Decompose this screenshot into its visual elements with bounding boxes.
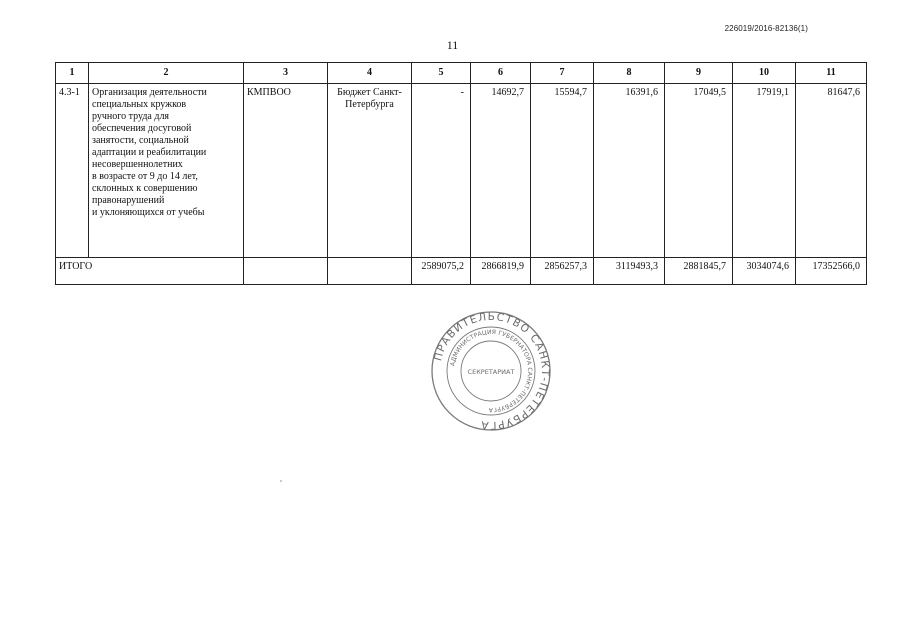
total-value: 2866819,9 <box>471 258 531 285</box>
row-value: 16391,6 <box>594 84 665 258</box>
row-code: 4.3-1 <box>56 84 89 258</box>
seal-outer-text: ПРАВИТЕЛЬСТВО САНКТ-ПЕТЕРБУРГА <box>432 310 552 432</box>
description-line: адаптации и реабилитации <box>92 147 207 158</box>
description-line: несовершеннолетних <box>92 159 183 170</box>
total-value: 2881845,7 <box>665 258 733 285</box>
total-value: 3119493,3 <box>594 258 665 285</box>
empty-cell <box>328 258 412 285</box>
total-value: 17352566,0 <box>796 258 867 285</box>
description-line: правонарушений <box>92 195 165 206</box>
column-header: 9 <box>665 63 733 84</box>
row-value: 81647,6 <box>796 84 867 258</box>
column-header: 6 <box>471 63 531 84</box>
row-value: 17919,1 <box>733 84 796 258</box>
total-value: 2856257,3 <box>531 258 594 285</box>
description-line: и уклоняющихся от учебы <box>92 207 205 218</box>
description-line: склонных к совершению <box>92 183 198 194</box>
column-header: 5 <box>412 63 471 84</box>
column-header: 3 <box>244 63 328 84</box>
description-line: обеспечения досуговой <box>92 123 192 134</box>
description-line: в возрасте от 9 до 14 лет, <box>92 171 198 182</box>
page-number: 11 <box>446 38 459 52</box>
description-line: Организация деятельности <box>92 87 207 98</box>
row-description <box>89 84 244 258</box>
scan-speck <box>280 480 282 482</box>
column-header: 11 <box>796 63 867 84</box>
description-line: занятости, социальной <box>92 135 189 146</box>
secretariat-seal-stamp <box>430 310 552 432</box>
row-value: 15594,7 <box>531 84 594 258</box>
budget-table <box>55 62 867 285</box>
empty-cell <box>244 258 328 285</box>
row-funding-source: Бюджет Санкт-Петербурга <box>328 84 412 258</box>
column-header: 2 <box>89 63 244 84</box>
row-value: - <box>412 84 471 258</box>
total-value: 3034074,6 <box>733 258 796 285</box>
total-value: 2589075,2 <box>412 258 471 285</box>
column-header: 7 <box>531 63 594 84</box>
total-label: ИТОГО <box>56 258 244 285</box>
column-header: 8 <box>594 63 665 84</box>
seal-center-text: СЕКРЕТАРИАТ <box>467 368 515 376</box>
column-header: 1 <box>56 63 89 84</box>
document-code: 226019/2016-82136(1) <box>724 24 808 33</box>
row-value: 17049,5 <box>665 84 733 258</box>
row-executor: КМПВОО <box>244 84 328 258</box>
row-value: 14692,7 <box>471 84 531 258</box>
description-line: специальных кружков <box>92 99 187 110</box>
table-row <box>56 84 867 258</box>
header-row <box>56 63 867 84</box>
seal-inner-text: АДМИНИСТРАЦИЯ ГУБЕРНАТОРА САНКТ-ПЕТЕРБУРГА <box>449 328 534 414</box>
description-line: ручного труда для <box>92 111 170 122</box>
total-row <box>56 258 867 285</box>
column-header: 10 <box>733 63 796 84</box>
column-header: 4 <box>328 63 412 84</box>
